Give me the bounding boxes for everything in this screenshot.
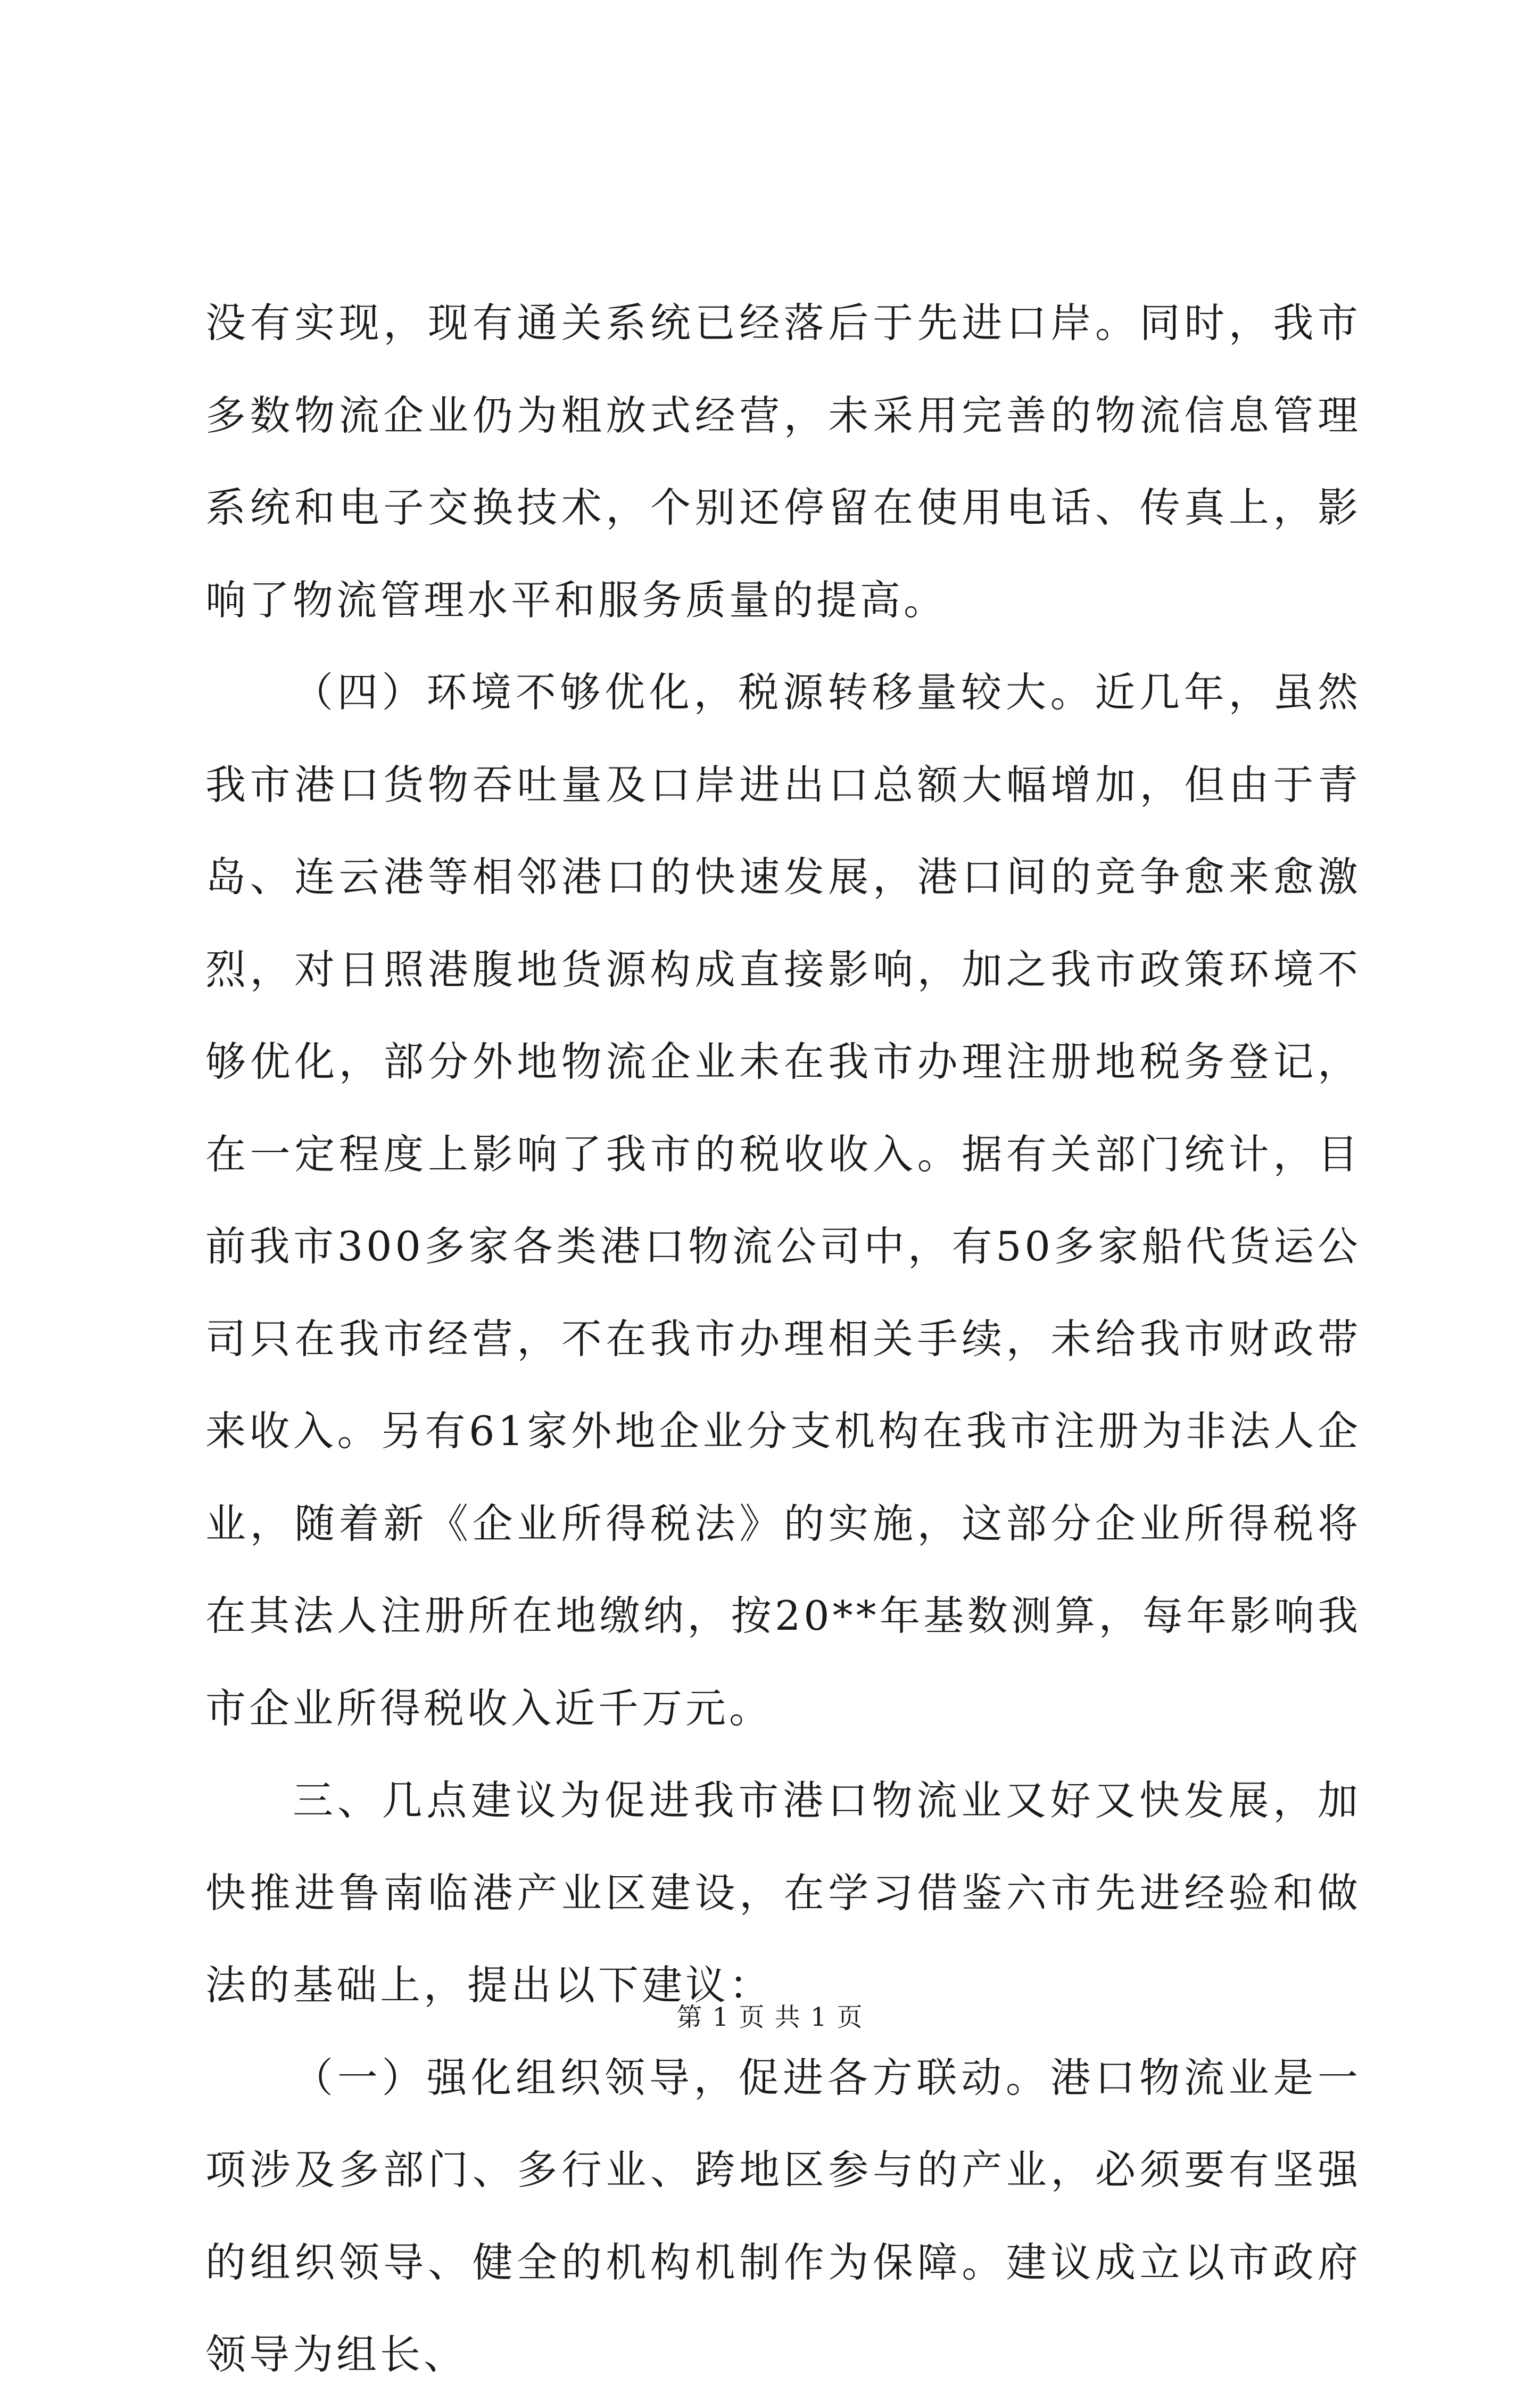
paragraph-suggestions-heading: 三、几点建议为促进我市港口物流业又好又快发展，加快推进鲁南临港产业区建设，在学习借鉴六市先进经验和做法的基础上，提出以下建议： [205,1777,1361,2009]
paragraph-continuation: 没有实现，现有通关系统已经落后于先进口岸。同时，我市多数物流企业仍为粗放式经营，未采用完善的物流信息管理系统和电子交换技术，个别还停留在使用电话、传真上，影响了物流管理水平和服务质量的提高。 [205,299,1361,624]
document-body [205,277,1361,2401]
paragraph-section-four: （四）环境不够优化，税源转移量较大。近几年，虽然我市港口货物吞吐量及口岸进出口总额大幅增加，但由于青岛、连云港等相邻港口的快速发展，港口间的竞争愈来愈激烈，对日照港腹地货源构成直接影响，加之我市政策环境不够优化，部分外地物流企业未在我市办理注册地税务登记，在一定程度上影响了我市的税收收入。据有关部门统计，目前我市300多家各类港口物流公司中，有50多家船代货运公司只在我市经营，不在我市办理相关手续，未给我市财政带来收入。另有61家外地企业分支机构在我市注册为非法人企业，随着新《企业所得税法》的实施，这部分企业所得税将在其法人注册所在地缴纳，按20**年基数测算，每年影响我市企业所得税收入近千万元。 [205,669,1361,1732]
page-footer: 第 1 页 共 1 页 [676,2002,864,2032]
paragraph-suggestion-one: （一）强化组织领导，促进各方联动。港口物流业是一项涉及多部门、多行业、跨地区参与的产业，必须要有坚强的组织领导、健全的机构机制作为保障。建议成立以市政府领导为组长、 [205,2053,1361,2378]
